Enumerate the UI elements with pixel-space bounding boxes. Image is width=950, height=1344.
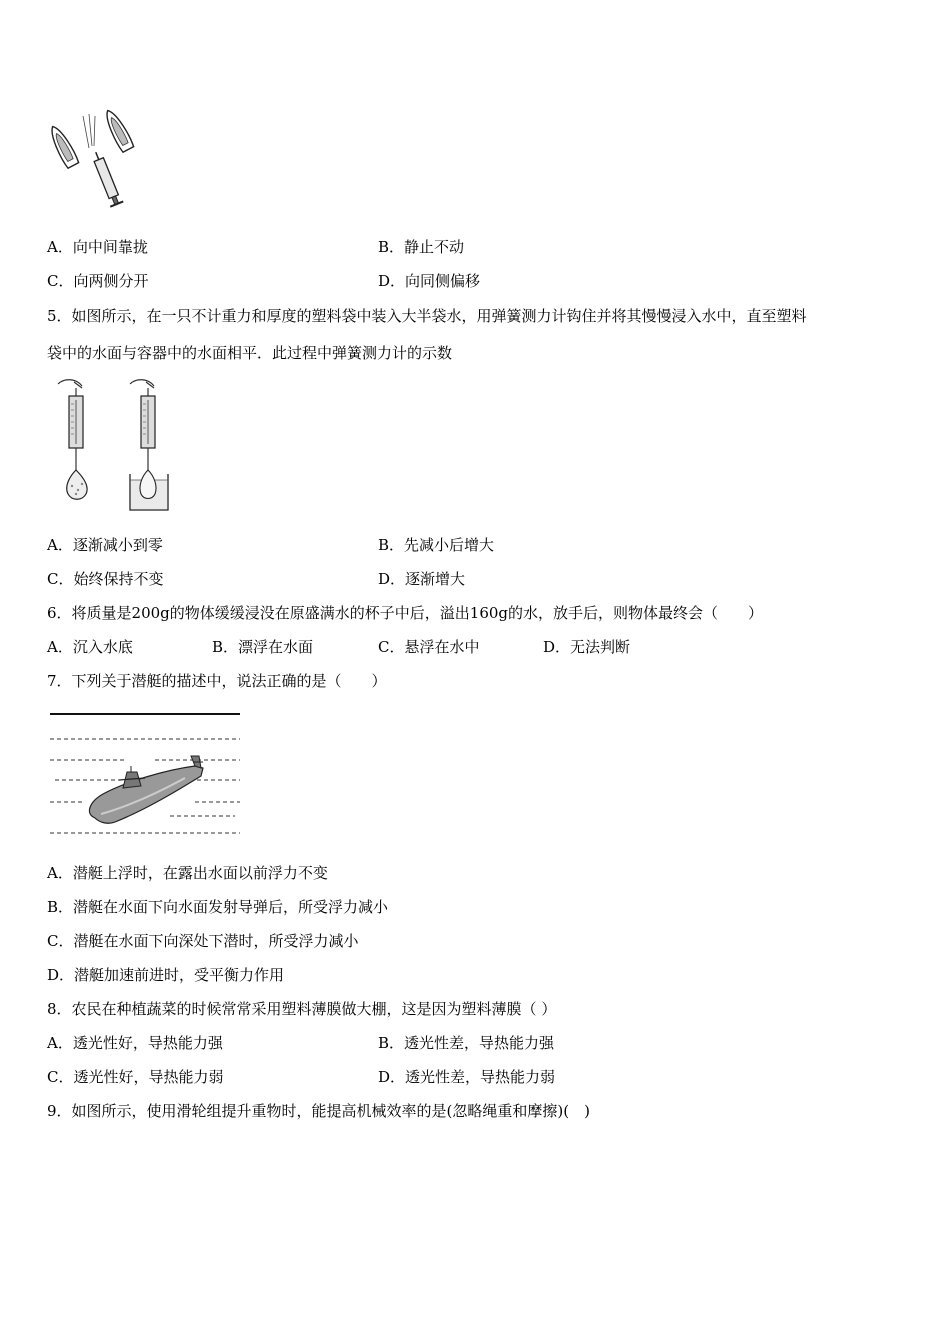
q4-option-b: B．静止不动 — [378, 238, 465, 256]
q6-option-c: C．悬浮在水中 — [378, 638, 480, 656]
q7-option-b: B．潜艇在水面下向水面发射导弹后，所受浮力减小 — [47, 898, 389, 916]
q7-stem: 7．下列关于潜艇的描述中，说法正确的是（ ） — [47, 672, 387, 690]
q5-stem-line2: 袋中的水面与容器中的水面相平．此过程中弹簧测力计的示数 — [47, 344, 453, 362]
q5-stem-line1: 5．如图所示，在一只不计重力和厚度的塑料袋中装入大半袋水，用弹簧测力计钩住并将其慢慢浸入水中，直至塑料 — [47, 307, 807, 325]
q5-option-a: A．逐渐减小到零 — [47, 536, 163, 554]
q7-option-c: C．潜艇在水面下向深处下潜时，所受浮力减小 — [47, 932, 359, 950]
q6-option-a: A．沉入水底 — [47, 638, 133, 656]
boats-syringe-figure — [45, 108, 140, 213]
q8-option-b: B．透光性差，导热能力强 — [378, 1034, 555, 1052]
q8-option-d: D．透光性差，导热能力弱 — [378, 1068, 556, 1086]
spring-scale-figure — [50, 378, 190, 516]
q6-stem: 6．将质量是200g的物体缓缓浸没在原盛满水的杯子中后，溢出160g的水，放手后，则物体最终会（ ） — [47, 604, 764, 622]
q8-option-a: A．透光性好，导热能力强 — [47, 1034, 223, 1052]
q4-option-a: A．向中间靠拢 — [47, 238, 148, 256]
q8-stem: 8．农民在种植蔬菜的时候常常采用塑料薄膜做大棚，这是因为塑料薄膜（ ） — [47, 1000, 557, 1018]
q6-option-d: D．无法判断 — [543, 638, 631, 656]
q4-option-c: C．向两侧分开 — [47, 272, 149, 290]
q5-option-d: D．逐渐增大 — [378, 570, 466, 588]
q9-stem: 9．如图所示，使用滑轮组提升重物时，能提高机械效率的是(忽略绳重和摩擦)( ) — [47, 1102, 590, 1120]
submarine-figure — [45, 706, 245, 840]
q5-option-c: C．始终保持不变 — [47, 570, 164, 588]
q8-option-c: C．透光性好，导热能力弱 — [47, 1068, 224, 1086]
q7-option-d: D．潜艇加速前进时，受平衡力作用 — [47, 966, 285, 984]
q4-option-d: D．向同侧偏移 — [378, 272, 481, 290]
q5-option-b: B．先减小后增大 — [378, 536, 495, 554]
q7-option-a: A．潜艇上浮时，在露出水面以前浮力不变 — [47, 864, 328, 882]
q6-option-b: B．漂浮在水面 — [212, 638, 314, 656]
